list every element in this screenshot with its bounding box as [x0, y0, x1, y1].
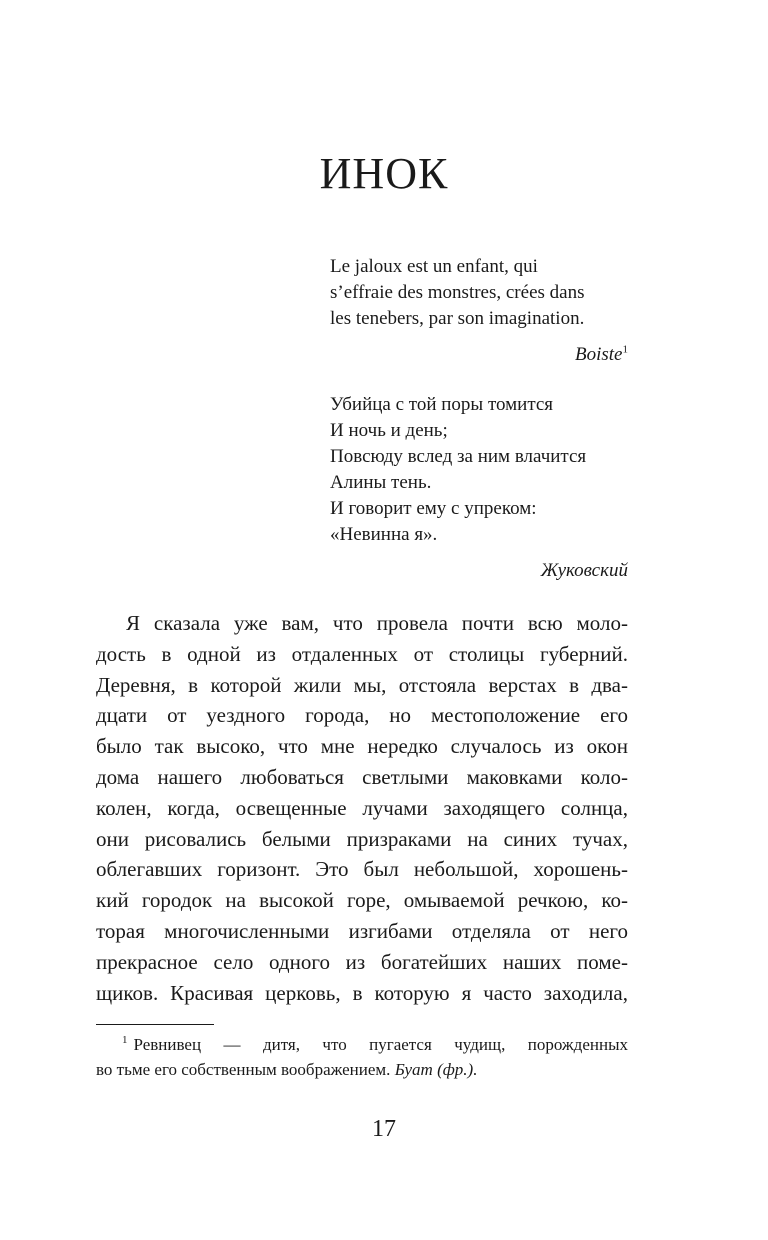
footnote-divider — [96, 1024, 214, 1025]
page-number: 17 — [372, 1116, 396, 1142]
body-line: Я сказала уже вам, что провела почти всю моло- — [126, 611, 628, 635]
chapter-title: ИНОК — [319, 149, 449, 198]
body-line: торая многочисленными изгибами отделяла от него — [96, 918, 628, 943]
body-line: дость в одной из отдаленных от столицы губерний. — [96, 641, 628, 666]
footnote-marker: 1 — [122, 1034, 128, 1047]
attribution-author: Boiste — [575, 344, 623, 365]
epigraph-russian — [330, 392, 628, 584]
body-line: колен, когда, освещенные лучами заходящего солнца, — [96, 795, 628, 820]
body-line: они рисовались белыми призраками на синих тучах, — [96, 826, 628, 851]
body-line: прекрасное село одного из богатейших наших поме- — [96, 949, 628, 974]
footnote-line — [96, 1032, 628, 1057]
epigraph-line: les tenebers, par son imagination. — [330, 308, 585, 329]
body-line: дома нашего любоваться светлыми маковками коло- — [96, 764, 628, 789]
body-line: щиков. Красивая церковь, в которую я часто заходила, — [96, 980, 628, 1005]
body-line: кий городок на высокой горе, омываемой речкою, ко- — [96, 888, 628, 913]
footnote-text: во тьме его собственным воображением. — [96, 1060, 395, 1079]
epigraph-line: Убийца с той поры томится — [330, 394, 554, 415]
footnote — [96, 1032, 628, 1082]
epigraph-line: Le jaloux est un enfant, qui — [330, 256, 538, 277]
epigraph-line: Повсюду вслед за ним влачится — [330, 446, 587, 467]
body-line: облегавших горизонт. Это был небольшой, хорошень- — [96, 857, 628, 882]
epigraph-line: И говорит ему с упреком: — [330, 498, 537, 519]
body-paragraph — [96, 608, 628, 1008]
footnote-reference: 1 — [622, 343, 628, 356]
epigraph-attribution: Жуковский — [540, 560, 628, 581]
body-line: дцати от уездного города, но местоположение его — [96, 703, 628, 728]
epigraph-line: И ночь и день; — [330, 420, 448, 441]
epigraph-line: s’effraie des monstres, crées dans — [330, 282, 585, 303]
epigraph-line: Алины тень. — [330, 472, 432, 493]
footnote-line — [96, 1057, 628, 1082]
epigraph-attribution — [330, 342, 628, 368]
epigraph-french — [330, 254, 628, 368]
footnote-source: Буат (фр.). — [394, 1060, 478, 1079]
epigraph-line: «Невинна я». — [330, 524, 438, 545]
footnote-text: Ревнивец — дитя, что пугается чудищ, порожденных — [133, 1035, 628, 1054]
body-line: было так высоко, что мне нередко случалось из окон — [96, 734, 628, 759]
body-line: Деревня, в которой жили мы, отстояла верстах в два- — [96, 672, 628, 697]
